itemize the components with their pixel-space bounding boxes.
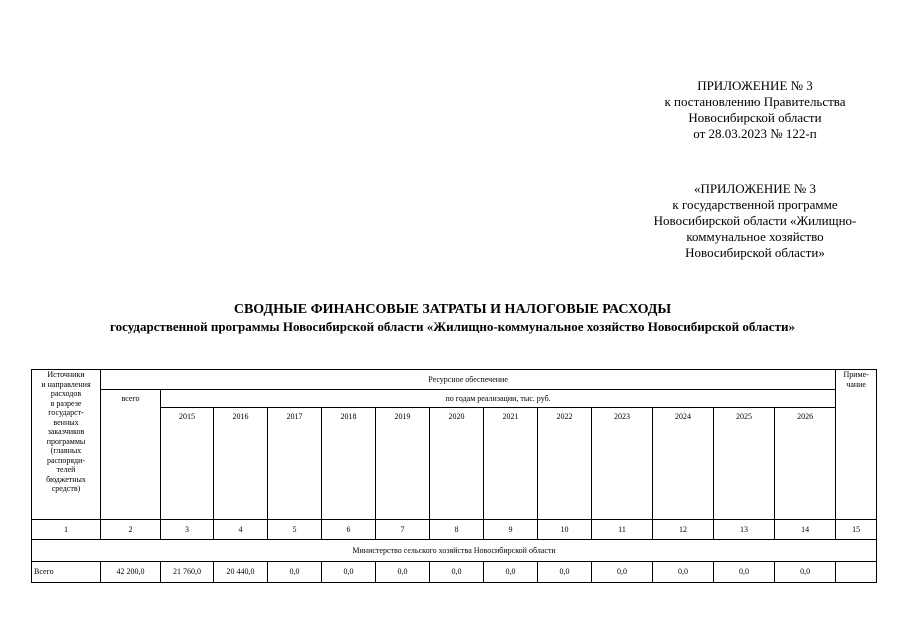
cell-2024: 0,0 [653, 562, 714, 583]
column-number: 13 [714, 520, 775, 540]
column-number: 15 [836, 520, 877, 540]
column-number: 10 [538, 520, 592, 540]
year-header: 2024 [653, 408, 714, 520]
year-header: 2017 [268, 408, 322, 520]
header-row-1 [32, 370, 877, 390]
appendix-line: Новосибирской области» [685, 245, 825, 260]
program-appendix-block [600, 181, 905, 261]
cell-2022: 0,0 [538, 562, 592, 583]
table-row [32, 562, 877, 583]
column-number: 8 [430, 520, 484, 540]
resources-header: Ресурсное обеспечение [101, 370, 836, 390]
cell-2021: 0,0 [484, 562, 538, 583]
column-number: 11 [592, 520, 653, 540]
cell-2018: 0,0 [322, 562, 376, 583]
document-title: СВОДНЫЕ ФИНАНСОВЫЕ ЗАТРАТЫ И НАЛОГОВЫЕ РАСХОДЫ [233, 302, 672, 317]
appendix-line: ПРИЛОЖЕНИЕ № 3 [697, 78, 813, 93]
year-header: 2022 [538, 408, 592, 520]
section-title: Министерство сельского хозяйства Новосибирской области [32, 540, 877, 562]
total-header: всего [101, 390, 161, 520]
appendix-line: к государственной программе [672, 197, 838, 212]
column-number: 7 [376, 520, 430, 540]
header-row-2 [32, 390, 877, 408]
column-number: 3 [161, 520, 214, 540]
column-number: 14 [775, 520, 836, 540]
cell-2026: 0,0 [775, 562, 836, 583]
column-number: 2 [101, 520, 161, 540]
cell-2016: 20 440,0 [214, 562, 268, 583]
column-number-row [32, 520, 877, 540]
column-number: 4 [214, 520, 268, 540]
cell-2025: 0,0 [714, 562, 775, 583]
column-number: 6 [322, 520, 376, 540]
appendix-line: от 28.03.2023 № 122-п [693, 126, 817, 141]
appendix-line: к постановлению Правительства [664, 94, 846, 109]
year-header: 2018 [322, 408, 376, 520]
appendix-line: Новосибирской области [688, 110, 822, 125]
cell-2023: 0,0 [592, 562, 653, 583]
year-header: 2016 [214, 408, 268, 520]
cell-total: 42 200,0 [101, 562, 161, 583]
by-years-header: по годам реализации, тыс. руб. [161, 390, 836, 408]
year-header: 2021 [484, 408, 538, 520]
appendix-line: коммунальное хозяйство [686, 229, 824, 244]
year-header: 2020 [430, 408, 484, 520]
year-header: 2019 [376, 408, 430, 520]
appendix-line: Новосибирской области «Жилищно- [653, 213, 857, 228]
appendix-line: «ПРИЛОЖЕНИЕ № 3 [693, 181, 817, 196]
year-header: 2026 [775, 408, 836, 520]
section-row [32, 540, 877, 562]
financial-table [31, 369, 877, 583]
row-label: Всего [32, 562, 101, 583]
year-header: 2023 [592, 408, 653, 520]
cell-2017: 0,0 [268, 562, 322, 583]
document-subtitle: государственной программы Новосибирской области «Жилищно-коммунальное хозяйство Новосибирской области» [110, 319, 795, 334]
cell-2019: 0,0 [376, 562, 430, 583]
column-number: 9 [484, 520, 538, 540]
cell-note [836, 562, 877, 583]
resolution-appendix-block [600, 78, 905, 142]
note-header: Приме- чание [836, 370, 877, 520]
column-number: 12 [653, 520, 714, 540]
year-header: 2015 [161, 408, 214, 520]
sources-header: Источники и направления расходов в разрезе государст- венных заказчиков программы (главных распоряди- телей бюджетных средств) [32, 370, 101, 520]
cell-2020: 0,0 [430, 562, 484, 583]
column-number: 1 [32, 520, 101, 540]
column-number: 5 [268, 520, 322, 540]
cell-2015: 21 760,0 [161, 562, 214, 583]
year-header: 2025 [714, 408, 775, 520]
